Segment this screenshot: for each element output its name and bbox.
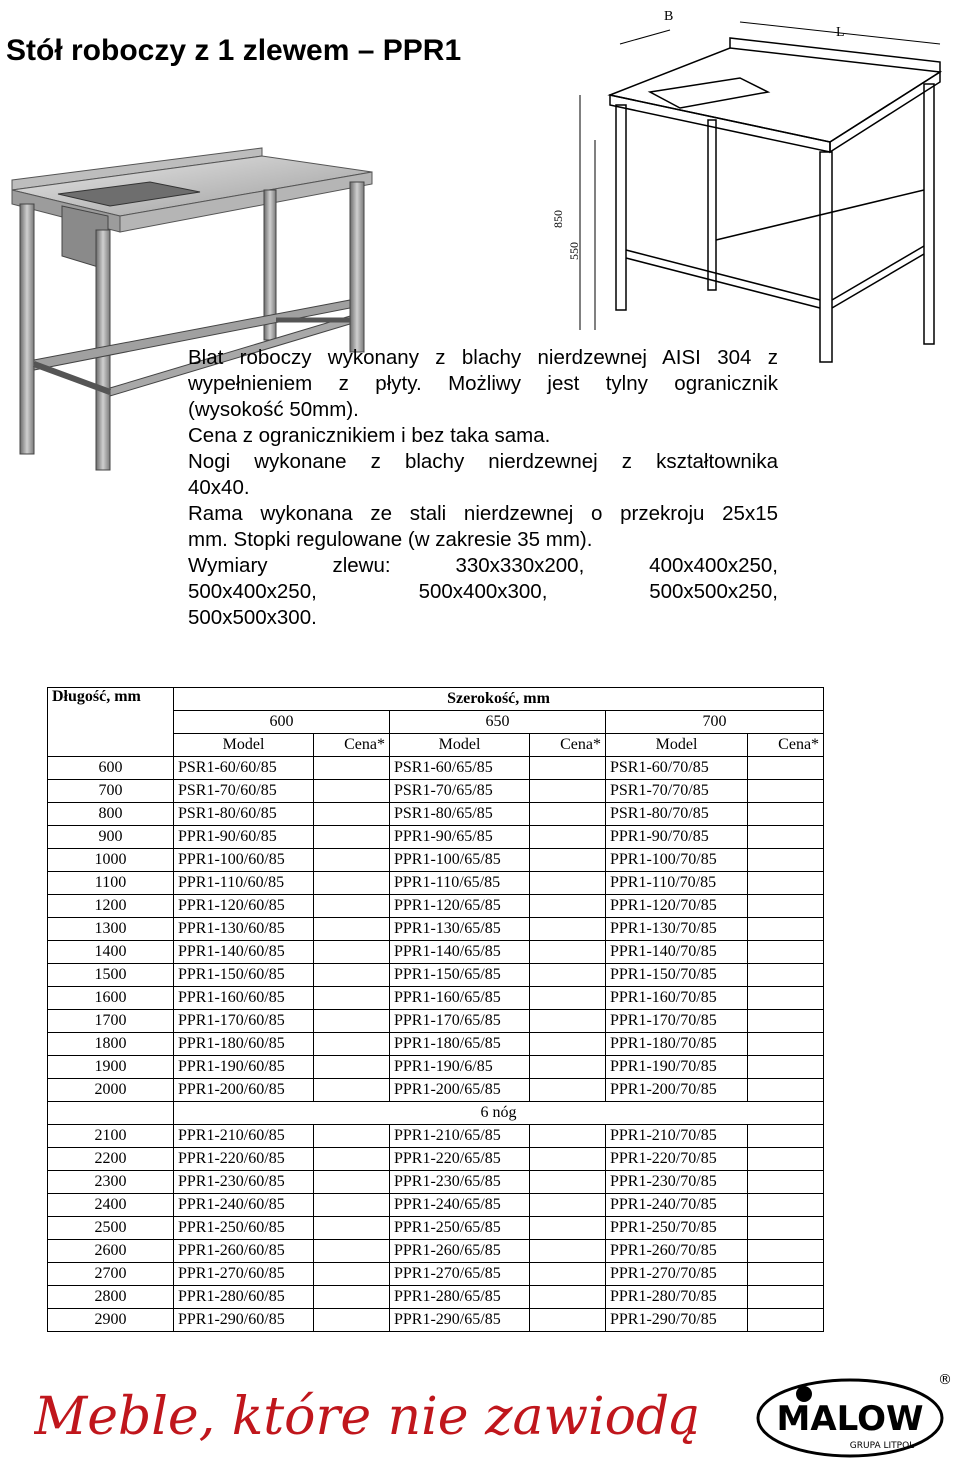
price-cell <box>314 1010 390 1033</box>
price-cell <box>748 1171 824 1194</box>
model-cell: PPR1-190/6/85 <box>390 1056 530 1079</box>
length-cell: 2000 <box>48 1079 174 1102</box>
price-cell <box>748 757 824 780</box>
price-cell <box>748 803 824 826</box>
price-cell <box>530 987 606 1010</box>
price-cell <box>530 1240 606 1263</box>
model-cell: PPR1-180/70/85 <box>606 1033 748 1056</box>
price-cell <box>530 1194 606 1217</box>
model-cell: PPR1-210/60/85 <box>174 1125 314 1148</box>
description-line: mm. Stopki regulowane (w zakresie 35 mm). <box>188 528 593 551</box>
model-cell: PPR1-90/60/85 <box>174 826 314 849</box>
length-cell: 2900 <box>48 1309 174 1332</box>
model-cell: PPR1-230/60/85 <box>174 1171 314 1194</box>
price-cell <box>314 1033 390 1056</box>
model-cell: PSR1-60/65/85 <box>390 757 530 780</box>
model-cell: PPR1-110/60/85 <box>174 872 314 895</box>
model-header: Model <box>606 734 748 757</box>
price-cell <box>530 780 606 803</box>
table-row <box>48 1125 824 1148</box>
model-cell: PPR1-290/70/85 <box>606 1309 748 1332</box>
page-title: Stół roboczy z 1 zlewem – PPR1 <box>6 34 462 67</box>
model-cell: PSR1-60/70/85 <box>606 757 748 780</box>
length-cell: 1200 <box>48 895 174 918</box>
model-cell: PPR1-120/70/85 <box>606 895 748 918</box>
width-700: 700 <box>606 711 824 734</box>
length-cell: 600 <box>48 757 174 780</box>
model-cell: PPR1-120/65/85 <box>390 895 530 918</box>
price-cell <box>530 941 606 964</box>
price-cell <box>314 941 390 964</box>
model-cell: PPR1-90/65/85 <box>390 826 530 849</box>
price-cell <box>748 1125 824 1148</box>
description-line: Wymiary zlewu: 330x330x200, 400x400x250, <box>188 554 778 577</box>
label-l: L <box>836 25 845 40</box>
length-cell: 1300 <box>48 918 174 941</box>
length-cell: 2200 <box>48 1148 174 1171</box>
price-cell <box>314 780 390 803</box>
price-cell <box>530 872 606 895</box>
model-cell: PPR1-120/60/85 <box>174 895 314 918</box>
table-row <box>48 872 824 895</box>
description-line: (wysokość 50mm). <box>188 398 359 421</box>
table-row <box>48 1286 824 1309</box>
price-cell <box>530 1148 606 1171</box>
table-row <box>48 1010 824 1033</box>
model-cell: PPR1-140/70/85 <box>606 941 748 964</box>
model-cell: PPR1-220/70/85 <box>606 1148 748 1171</box>
six-legs-label: 6 nóg <box>174 1102 824 1125</box>
dim-550: 550 <box>567 242 581 260</box>
price-cell <box>748 1240 824 1263</box>
model-cell: PSR1-70/70/85 <box>606 780 748 803</box>
technical-drawing <box>540 0 960 380</box>
length-cell: 2700 <box>48 1263 174 1286</box>
table-row <box>48 1309 824 1332</box>
length-cell: 900 <box>48 826 174 849</box>
malow-logo <box>752 1370 952 1460</box>
registered-mark: ® <box>938 1372 952 1388</box>
price-cell <box>314 1194 390 1217</box>
price-cell <box>530 803 606 826</box>
model-cell: PPR1-160/60/85 <box>174 987 314 1010</box>
model-cell: PPR1-140/60/85 <box>174 941 314 964</box>
model-cell: PPR1-270/70/85 <box>606 1263 748 1286</box>
description-line: wypełnieniem z płyty. Możliwy jest tylny ogranicznik <box>188 372 778 395</box>
model-header: Model <box>390 734 530 757</box>
slogan-text: Meble, które nie zawiodą <box>34 1387 701 1447</box>
table-row <box>48 1240 824 1263</box>
product-description <box>188 345 778 631</box>
model-cell: PPR1-270/60/85 <box>174 1263 314 1286</box>
model-cell: PPR1-130/60/85 <box>174 918 314 941</box>
model-cell: PPR1-220/65/85 <box>390 1148 530 1171</box>
price-cell <box>748 895 824 918</box>
table-row <box>48 895 824 918</box>
price-cell <box>530 1171 606 1194</box>
price-cell <box>530 1056 606 1079</box>
price-cell <box>530 1079 606 1102</box>
dim-850: 850 <box>551 210 565 228</box>
price-cell <box>748 941 824 964</box>
price-cell <box>530 1010 606 1033</box>
model-cell: PPR1-110/65/85 <box>390 872 530 895</box>
price-header: Cena* <box>748 734 824 757</box>
price-cell <box>314 872 390 895</box>
model-cell: PPR1-210/70/85 <box>606 1125 748 1148</box>
description-line: 40x40. <box>188 476 250 499</box>
model-cell: PPR1-140/65/85 <box>390 941 530 964</box>
price-cell <box>530 1125 606 1148</box>
model-cell: PPR1-200/70/85 <box>606 1079 748 1102</box>
length-cell: 1400 <box>48 941 174 964</box>
label-b: B <box>664 9 674 24</box>
model-cell: PPR1-130/65/85 <box>390 918 530 941</box>
price-cell <box>314 803 390 826</box>
price-cell <box>314 895 390 918</box>
price-cell <box>314 1263 390 1286</box>
width-650: 650 <box>390 711 606 734</box>
length-cell: 2400 <box>48 1194 174 1217</box>
price-header: Cena* <box>530 734 606 757</box>
price-cell <box>748 872 824 895</box>
model-cell: PPR1-170/70/85 <box>606 1010 748 1033</box>
price-cell <box>748 1309 824 1332</box>
description-line: Nogi wykonane z blachy nierdzewnej z kształtownika <box>188 450 778 473</box>
model-cell: PPR1-260/65/85 <box>390 1240 530 1263</box>
price-cell <box>314 1309 390 1332</box>
price-cell <box>314 1148 390 1171</box>
length-cell: 1500 <box>48 964 174 987</box>
price-cell <box>748 987 824 1010</box>
model-cell: PPR1-240/60/85 <box>174 1194 314 1217</box>
model-header: Model <box>174 734 314 757</box>
price-cell <box>748 1056 824 1079</box>
table-row <box>48 1079 824 1102</box>
price-cell <box>748 826 824 849</box>
table-row <box>48 803 824 826</box>
price-cell <box>748 1079 824 1102</box>
model-cell: PPR1-260/70/85 <box>606 1240 748 1263</box>
price-cell <box>314 1240 390 1263</box>
price-cell <box>314 757 390 780</box>
price-cell <box>314 1171 390 1194</box>
table-row <box>48 1171 824 1194</box>
table-row <box>48 964 824 987</box>
description-line: Rama wykonana ze stali nierdzewnej o przekroju 25x15 <box>188 502 778 525</box>
price-cell <box>748 1194 824 1217</box>
table-row <box>48 987 824 1010</box>
table-row <box>48 826 824 849</box>
length-cell: 2600 <box>48 1240 174 1263</box>
table-row <box>48 1217 824 1240</box>
model-cell: PPR1-90/70/85 <box>606 826 748 849</box>
table-row <box>48 1033 824 1056</box>
model-cell: PPR1-170/65/85 <box>390 1010 530 1033</box>
model-cell: PPR1-210/65/85 <box>390 1125 530 1148</box>
length-cell: 1700 <box>48 1010 174 1033</box>
model-cell: PPR1-150/65/85 <box>390 964 530 987</box>
price-cell <box>314 1056 390 1079</box>
model-cell: PPR1-200/65/85 <box>390 1079 530 1102</box>
price-cell <box>748 1033 824 1056</box>
model-cell: PPR1-190/60/85 <box>174 1056 314 1079</box>
model-cell: PPR1-240/70/85 <box>606 1194 748 1217</box>
table-row <box>48 757 824 780</box>
length-cell: 2800 <box>48 1286 174 1309</box>
price-cell <box>314 826 390 849</box>
model-cell: PPR1-230/65/85 <box>390 1171 530 1194</box>
model-cell: PPR1-130/70/85 <box>606 918 748 941</box>
price-header: Cena* <box>314 734 390 757</box>
model-cell: PPR1-280/65/85 <box>390 1286 530 1309</box>
price-cell <box>748 1010 824 1033</box>
length-cell: 1900 <box>48 1056 174 1079</box>
logo-name: MALOW <box>776 1399 924 1439</box>
length-cell: 1000 <box>48 849 174 872</box>
model-cell: PPR1-250/65/85 <box>390 1217 530 1240</box>
model-cell: PSR1-80/65/85 <box>390 803 530 826</box>
model-cell: PSR1-70/65/85 <box>390 780 530 803</box>
price-cell <box>530 1263 606 1286</box>
price-cell <box>748 964 824 987</box>
model-cell: PPR1-240/65/85 <box>390 1194 530 1217</box>
price-cell <box>314 918 390 941</box>
price-cell <box>314 1286 390 1309</box>
length-cell: 700 <box>48 780 174 803</box>
price-cell <box>748 1286 824 1309</box>
length-cell: 800 <box>48 803 174 826</box>
description-line: Cena z ogranicznikiem i bez taka sama. <box>188 424 551 447</box>
price-cell <box>314 1079 390 1102</box>
model-cell: PPR1-250/60/85 <box>174 1217 314 1240</box>
price-cell <box>314 1217 390 1240</box>
model-cell: PPR1-270/65/85 <box>390 1263 530 1286</box>
table-row <box>48 780 824 803</box>
price-cell <box>748 1263 824 1286</box>
model-cell: PPR1-150/70/85 <box>606 964 748 987</box>
price-cell <box>530 1217 606 1240</box>
description-line: 500x500x300. <box>188 606 317 629</box>
length-cell: 2500 <box>48 1217 174 1240</box>
model-cell: PPR1-250/70/85 <box>606 1217 748 1240</box>
length-cell: 1100 <box>48 872 174 895</box>
price-cell <box>530 1286 606 1309</box>
model-cell: PPR1-280/60/85 <box>174 1286 314 1309</box>
slogan <box>34 1378 734 1454</box>
length-cell: 1600 <box>48 987 174 1010</box>
model-cell: PPR1-100/70/85 <box>606 849 748 872</box>
price-cell <box>530 1309 606 1332</box>
description-line: 500x400x250, 500x400x300, 500x500x250, <box>188 580 778 603</box>
model-cell: PPR1-190/70/85 <box>606 1056 748 1079</box>
table-row <box>48 849 824 872</box>
price-table <box>47 687 824 1332</box>
price-cell <box>530 757 606 780</box>
table-row <box>48 1148 824 1171</box>
length-cell: 2300 <box>48 1171 174 1194</box>
model-cell: PPR1-160/65/85 <box>390 987 530 1010</box>
length-cell: 2100 <box>48 1125 174 1148</box>
model-cell: PPR1-290/60/85 <box>174 1309 314 1332</box>
table-row <box>48 941 824 964</box>
model-cell: PPR1-220/60/85 <box>174 1148 314 1171</box>
model-cell: PPR1-280/70/85 <box>606 1286 748 1309</box>
model-cell: PPR1-200/60/85 <box>174 1079 314 1102</box>
price-cell <box>530 918 606 941</box>
price-cell <box>314 964 390 987</box>
model-cell: PPR1-110/70/85 <box>606 872 748 895</box>
table-row <box>48 918 824 941</box>
model-cell: PPR1-100/65/85 <box>390 849 530 872</box>
table-row <box>48 1194 824 1217</box>
price-cell <box>530 1033 606 1056</box>
price-cell <box>748 780 824 803</box>
width-header: Szerokość, mm <box>174 688 824 711</box>
model-cell: PSR1-60/60/85 <box>174 757 314 780</box>
table-row <box>48 1263 824 1286</box>
price-cell <box>314 849 390 872</box>
model-cell: PPR1-290/65/85 <box>390 1309 530 1332</box>
table-row <box>48 1056 824 1079</box>
price-cell <box>314 1125 390 1148</box>
price-cell <box>530 826 606 849</box>
model-cell: PPR1-230/70/85 <box>606 1171 748 1194</box>
price-cell <box>748 1217 824 1240</box>
model-cell: PPR1-260/60/85 <box>174 1240 314 1263</box>
price-cell <box>530 849 606 872</box>
price-cell <box>314 987 390 1010</box>
price-cell <box>748 918 824 941</box>
logo-sub: GRUPA LITPOL <box>849 1441 915 1451</box>
description-line: Blat roboczy wykonany z blachy nierdzewnej AISI 304 z <box>188 346 778 369</box>
model-cell: PSR1-70/60/85 <box>174 780 314 803</box>
model-cell: PPR1-150/60/85 <box>174 964 314 987</box>
model-cell: PPR1-180/65/85 <box>390 1033 530 1056</box>
price-cell <box>748 849 824 872</box>
model-cell: PPR1-180/60/85 <box>174 1033 314 1056</box>
length-cell: 1800 <box>48 1033 174 1056</box>
price-cell <box>748 1148 824 1171</box>
width-600: 600 <box>174 711 390 734</box>
length-header: Długość, mm <box>48 688 174 757</box>
price-cell <box>530 964 606 987</box>
price-cell <box>530 895 606 918</box>
model-cell: PSR1-80/70/85 <box>606 803 748 826</box>
model-cell: PPR1-100/60/85 <box>174 849 314 872</box>
model-cell: PPR1-160/70/85 <box>606 987 748 1010</box>
model-cell: PSR1-80/60/85 <box>174 803 314 826</box>
model-cell: PPR1-170/60/85 <box>174 1010 314 1033</box>
